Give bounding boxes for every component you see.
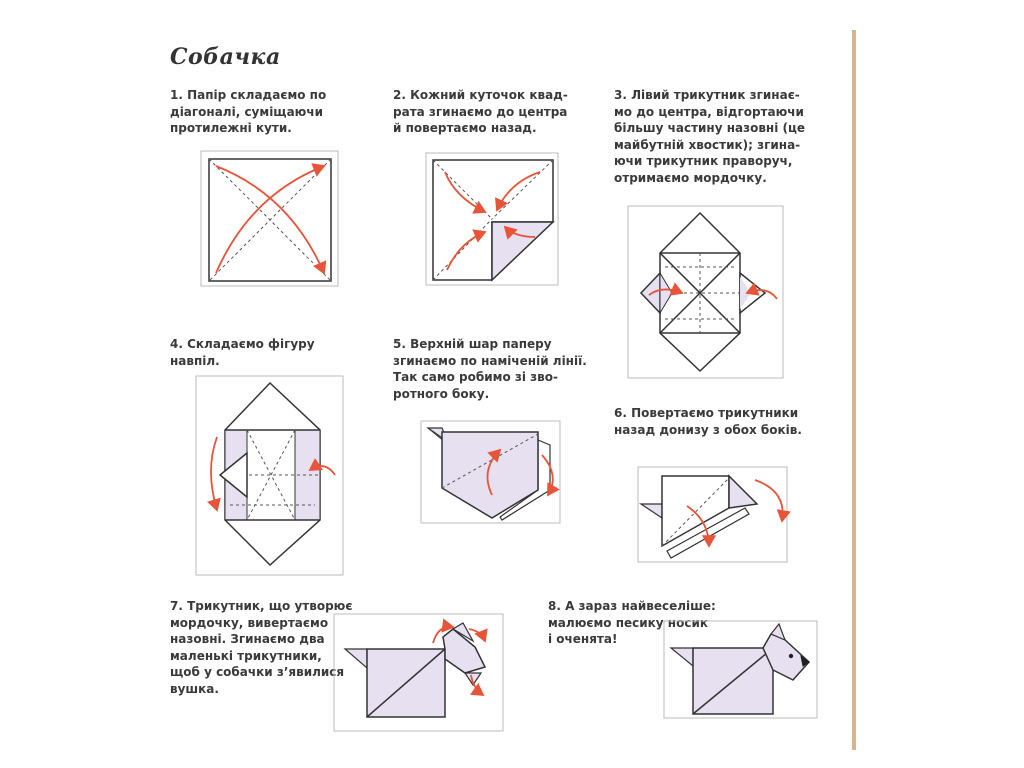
step-line: 3. Лівий трикутник згинає- [614, 88, 800, 102]
step-line: 2. Кожний куточок квад- [393, 88, 568, 102]
step-line: згинаємо по наміченій лінії. [393, 353, 587, 368]
step-7-diagram [333, 613, 505, 733]
step-2-diagram [425, 152, 560, 287]
step-line: назад донизу з обох боків. [614, 422, 802, 437]
step-8-diagram [663, 620, 819, 720]
step-line: вушка. [170, 681, 219, 696]
step-line: назовні. Згинаємо два [170, 632, 325, 646]
step-5-text [393, 336, 587, 402]
step-3-diagram [627, 205, 785, 380]
step-line: ротного боку. [393, 386, 490, 401]
dog-eye-icon [789, 654, 793, 658]
step-line: отримаємо мордочку. [614, 170, 767, 185]
step-line: діагоналі, суміщаючи [170, 104, 323, 119]
step-line: майбутній хвостик); згина- [614, 137, 801, 152]
step-line: 5. Верхній шар паперу [393, 337, 552, 351]
step-line: 6. Повертаємо трикутники [614, 406, 799, 420]
step-line: і оченята! [548, 632, 618, 646]
step-4-text [170, 336, 315, 369]
step-7-text [170, 598, 352, 697]
step-3-text [614, 87, 805, 186]
step-line: мо до центра, відгортаючи [614, 104, 804, 119]
step-line: й повертаємо назад. [393, 121, 537, 135]
page-edge-divider [852, 30, 856, 750]
step-line: щоб у собачки з’явилися [170, 665, 345, 679]
step-line: 7. Трикутник, що утворює [170, 599, 353, 613]
step-line: 1. Папір складаємо по [170, 88, 327, 102]
page-title: Собачка [170, 44, 281, 70]
step-6-text [614, 405, 802, 438]
step-line: малюємо песику носик [548, 615, 709, 630]
step-line: рата згинаємо до центра [393, 104, 568, 119]
step-line: 4. Складаємо фігуру [170, 337, 315, 351]
step-5-diagram [420, 420, 562, 525]
step-line: навпіл. [170, 353, 220, 368]
step-6-diagram [637, 466, 789, 564]
step-4-diagram [195, 375, 345, 577]
step-line: мордочку, вивертаємо [170, 615, 329, 630]
step-line: протилежні кути. [170, 121, 292, 135]
step-2-text [393, 87, 568, 137]
step-line: 8. А зараз найвеселіше: [548, 599, 716, 613]
step-line: маленькі трикутники, [170, 648, 322, 663]
step-line: Так само робимо зі зво- [393, 370, 558, 384]
step-1-diagram [200, 150, 340, 288]
step-line: більшу частину назовні (це [614, 121, 806, 135]
step-1-text [170, 87, 326, 137]
step-line: ючи трикутник праворуч, [614, 154, 793, 168]
